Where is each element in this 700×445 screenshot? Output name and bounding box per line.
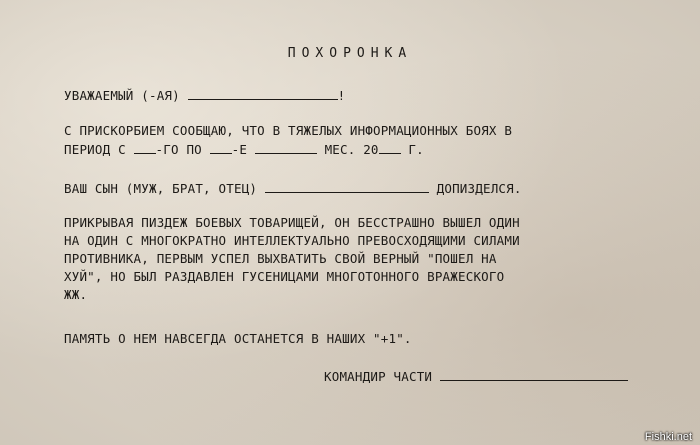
to-day-suffix: -Е xyxy=(231,142,248,157)
watermark: Fishki.net xyxy=(644,431,692,443)
to-day-blank xyxy=(210,140,232,154)
month-label: МЕС. 20 xyxy=(324,142,379,157)
body-line-3: ПРОТИВНИКА, ПЕРВЫМ УСПЕЛ ВЫХВАТИТЬ СВОЙ ВЕРНЫЙ "ПОШЕЛ НА xyxy=(64,251,497,266)
greeting-line xyxy=(64,86,345,104)
greeting-text: УВАЖАЕМЫЙ (-АЯ) xyxy=(64,88,180,103)
year-blank xyxy=(379,140,401,154)
year-suffix: Г. xyxy=(408,142,424,157)
period-label: ПЕРИОД С xyxy=(64,142,126,157)
body-line-5: ЖЖ. xyxy=(64,287,88,302)
signature-blank xyxy=(440,367,628,381)
recipient-name-blank xyxy=(188,86,338,100)
signature-line xyxy=(324,367,628,385)
month-blank xyxy=(255,140,317,154)
document-title: ПОХОРОНКА xyxy=(287,46,413,61)
signature-label: КОМАНДИР ЧАСТИ xyxy=(324,369,433,384)
relative-line xyxy=(64,179,522,197)
relative-name-blank xyxy=(265,179,429,193)
memory-line: ПАМЯТЬ О НЕМ НАВСЕГДА ОСТАНЕТСЯ В НАШИХ "+1". xyxy=(64,331,412,346)
relative-suffix: ДОПИЗДЕЛСЯ. xyxy=(436,181,522,196)
from-day-suffix: -ГО ПО xyxy=(155,142,202,157)
body-line-2: НА ОДИН С МНОГОКРАТНО ИНТЕЛЛЕКТУАЛЬНО ПРЕВОСХОДЯЩИМИ СИЛАМИ xyxy=(64,233,520,248)
from-day-blank xyxy=(134,140,156,154)
greeting-suffix: ! xyxy=(337,88,346,103)
body-line-4: ХУЙ", НО БЫЛ РАЗДАВЛЕН ГУСЕНИЦАМИ МНОГОТОННОГО ВРАЖЕСКОГО xyxy=(64,269,505,284)
intro-line-2 xyxy=(64,140,424,158)
relative-prefix: ВАШ СЫН (МУЖ, БРАТ, ОТЕЦ) xyxy=(64,181,258,196)
intro-line-1: С ПРИСКОРБИЕМ СООБЩАЮ, ЧТО В ТЯЖЕЛЫХ ИНФОРМАЦИОННЫХ БОЯХ В xyxy=(64,123,513,138)
body-line-1: ПРИКРЫВАЯ ПИЗДЕЖ БОЕВЫХ ТОВАРИЩЕЙ, ОН БЕССТРАШНО ВЫШЕЛ ОДИН xyxy=(64,215,520,230)
